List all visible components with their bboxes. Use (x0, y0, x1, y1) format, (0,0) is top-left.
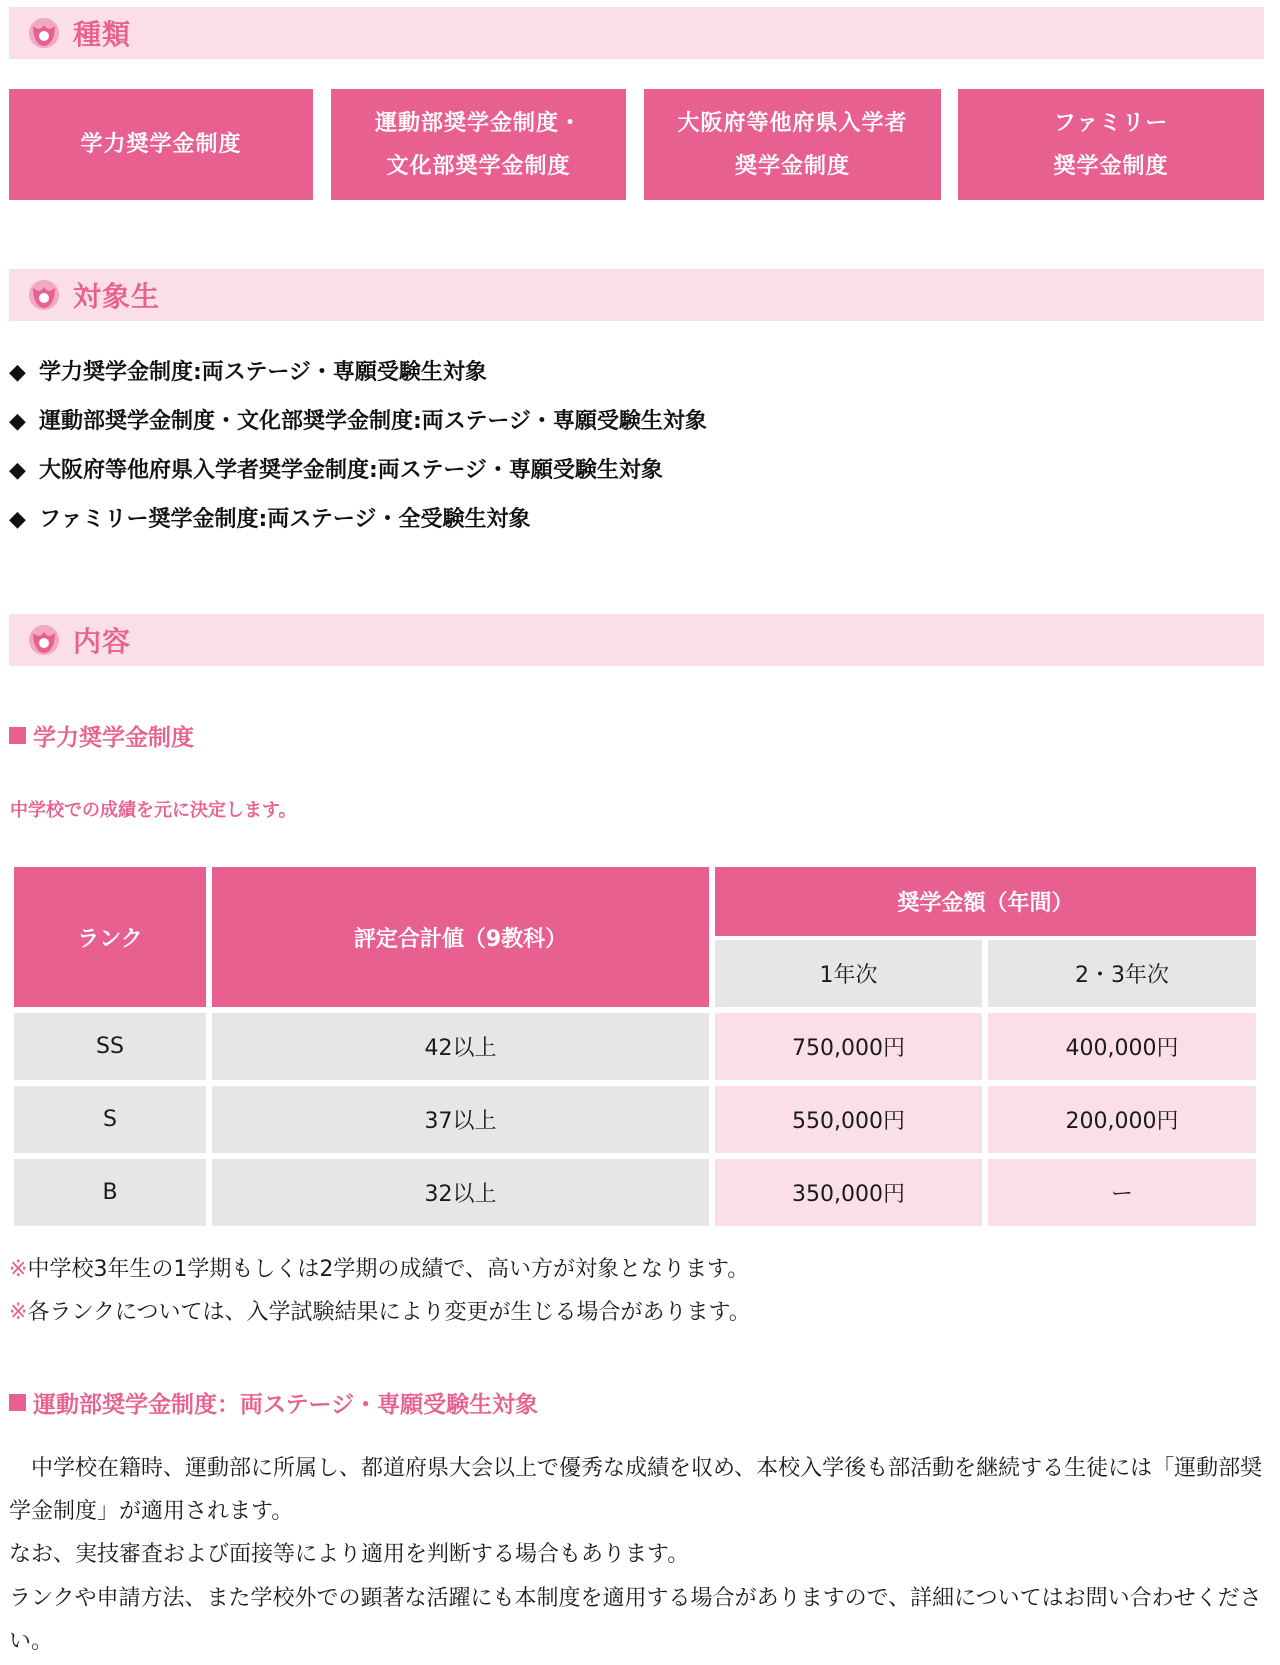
rank-cell: B (14, 1159, 206, 1226)
diamond-bullet-icon: ◆ (9, 409, 26, 434)
flower-icon (27, 16, 61, 50)
list-item (9, 502, 707, 551)
type-label-line1: ファミリー (1053, 110, 1169, 136)
square-bullet-icon (9, 1394, 26, 1411)
type-academic-button[interactable] (9, 89, 313, 200)
list-item (9, 453, 707, 502)
rank-cell: S (14, 1086, 206, 1153)
year1-cell: 550,000円 (715, 1086, 982, 1153)
flower-icon (27, 623, 61, 657)
type-label-line1: 大阪府等他府県入学者 (677, 110, 908, 136)
section-header-types (9, 7, 1264, 59)
footnote (9, 1295, 751, 1326)
sports-paragraph-3: ランクや申請方法、また学校外での顕著な活躍にも本制度を適用する場合がありますので、詳細についてはお問い合わせください。 (9, 1586, 1262, 1654)
rank-cell: SS (14, 1013, 206, 1080)
sports-heading-text: 運動部奨学金制度：両ステージ・専願受験生対象 (33, 1392, 539, 1418)
footnote-mark: ※ (9, 1300, 28, 1325)
footnote (9, 1252, 749, 1283)
section-header-targets (9, 269, 1264, 321)
col-header-amount: 奨学金額（年間） (715, 867, 1256, 936)
section-title: 種類 (73, 18, 132, 51)
type-label-line2: 文化部奨学金制度 (386, 153, 571, 179)
footnote-text: 中学校3年生の1学期もしくは2学期の成績で、高い方が対象となります。 (27, 1257, 750, 1282)
target-text: 運動部奨学金制度・文化部奨学金制度:両ステージ・専願受験生対象 (39, 409, 707, 434)
list-item (9, 404, 707, 453)
type-sports-culture-button[interactable] (331, 89, 626, 200)
type-label-line2: 奨学金制度 (734, 153, 850, 179)
sports-paragraph-1: 中学校在籍時、運動部に所属し、都道府県大会以上で優秀な成績を収め、本校入学後も部活動を継続する生徒には「運動部奨学金制度」が適用されます。 (9, 1456, 1263, 1524)
section-title: 内容 (73, 625, 132, 658)
target-text: 大阪府等他府県入学者奨学金制度:両ステージ・専願受験生対象 (39, 458, 663, 483)
score-cell: 32以上 (212, 1159, 709, 1226)
score-cell: 42以上 (212, 1013, 709, 1080)
col-header-rank: ランク (14, 867, 206, 1007)
academic-note: 中学校での成績を元に決定します。 (10, 800, 297, 821)
sports-paragraph-2: なお、実技審査および面接等により適用を判断する場合もあります。 (9, 1542, 690, 1567)
square-bullet-icon (9, 727, 26, 744)
type-family-button[interactable] (958, 89, 1264, 200)
section-header-contents (9, 614, 1264, 666)
type-label-line1: 運動部奨学金制度・ (374, 110, 582, 136)
academic-heading-text: 学力奨学金制度 (33, 725, 194, 751)
target-list (9, 355, 707, 551)
list-item (9, 355, 707, 404)
footnote-text: 各ランクについては、入学試験結果により変更が生じる場合があります。 (27, 1300, 751, 1325)
section-title: 対象生 (73, 280, 161, 313)
diamond-bullet-icon: ◆ (9, 360, 26, 385)
target-text: ファミリー奨学金制度:両ステージ・全受験生対象 (39, 507, 531, 532)
type-other-prefecture-button[interactable] (644, 89, 941, 200)
year1-cell: 350,000円 (715, 1159, 982, 1226)
type-label-line2: 奨学金制度 (1053, 153, 1169, 179)
footnote-mark: ※ (9, 1257, 28, 1282)
diamond-bullet-icon: ◆ (9, 507, 26, 532)
year1-cell: 750,000円 (715, 1013, 982, 1080)
col-header-year23: 2・3年次 (988, 940, 1256, 1007)
diamond-bullet-icon: ◆ (9, 458, 26, 483)
year23-cell: ー (988, 1159, 1256, 1226)
year23-cell: 400,000円 (988, 1013, 1256, 1080)
academic-heading (9, 719, 194, 752)
year23-cell: 200,000円 (988, 1086, 1256, 1153)
col-header-year1: 1年次 (715, 940, 982, 1007)
flower-icon (27, 278, 61, 312)
sports-heading (9, 1386, 538, 1419)
col-header-score: 評定合計値（9教科） (212, 867, 709, 1007)
score-cell: 37以上 (212, 1086, 709, 1153)
target-text: 学力奨学金制度:両ステージ・専願受験生対象 (39, 360, 487, 385)
type-label: 学力奨学金制度 (80, 132, 242, 157)
